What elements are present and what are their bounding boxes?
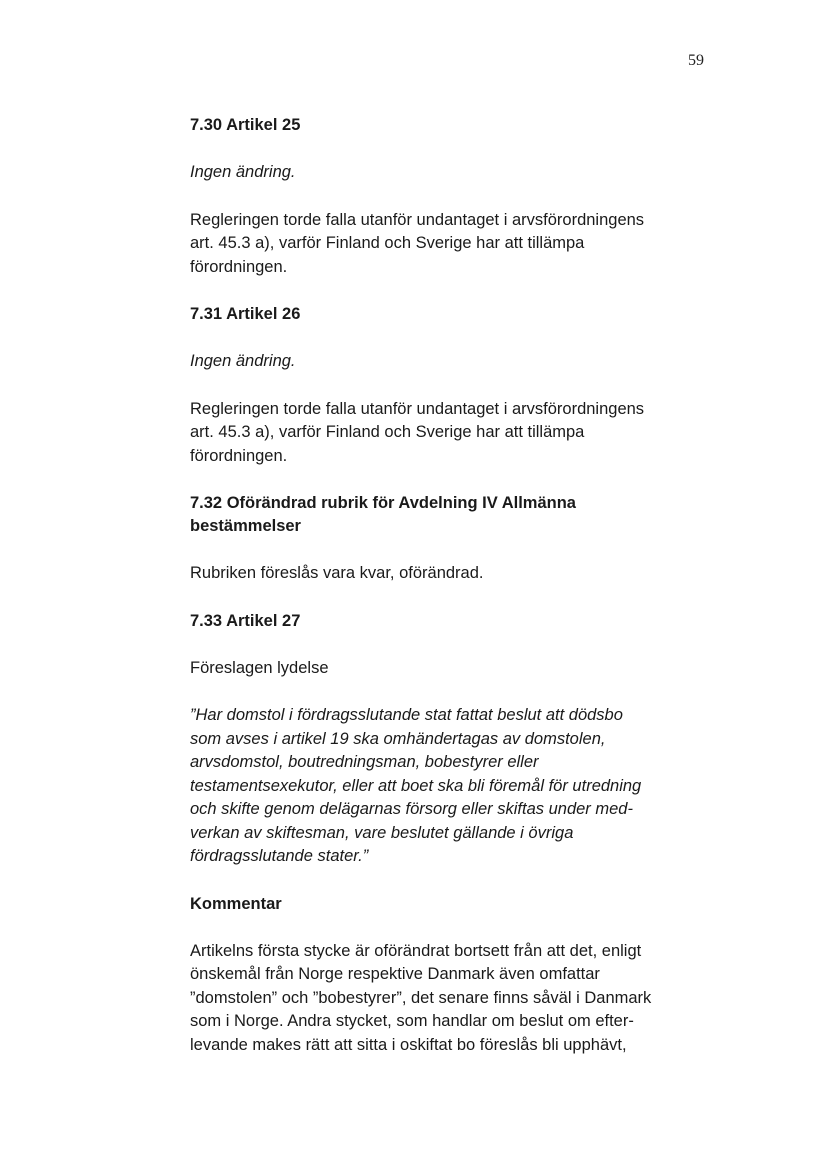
paragraph-line: Regleringen torde falla utanför undantaget i arvsförordningens	[190, 210, 645, 229]
quote-line: ”Har domstol i fördragsslutande stat fattat beslut att dödsbo	[190, 706, 623, 724]
section-status-7-31: Ingen ändring.	[190, 352, 296, 370]
section-intro-7-33: Föreslagen lydelse	[190, 658, 329, 677]
quote-line: fördragsslutande stater.”	[190, 847, 369, 865]
paragraph-line: som i Norge. Andra stycket, som handlar om beslut om efter-	[190, 1012, 634, 1030]
paragraph-line: Artikelns första stycke är oförändrat bortsett från att det, enligt	[190, 941, 642, 960]
section-heading-kommentar: Kommentar	[190, 894, 282, 913]
section-paragraph-7-31	[190, 398, 710, 469]
paragraph-line: önskemål från Norge respektive Danmark även omfattar	[190, 965, 600, 983]
paragraph-line: art. 45.3 a), varför Finland och Sverige har att tillämpa	[190, 423, 585, 441]
document-body	[190, 114, 710, 1057]
paragraph-line: förordningen.	[190, 446, 288, 465]
paragraph-line: Regleringen torde falla utanför undantaget i arvsförordningens	[190, 399, 645, 418]
paragraph-line: levande makes rätt att sitta i oskiftat bo föreslås bli upphävt,	[190, 1035, 627, 1054]
section-paragraph-7-30	[190, 209, 710, 280]
section-heading-7-31: 7.31 Artikel 26	[190, 305, 301, 323]
proposed-text-quote	[190, 704, 710, 869]
section-status-7-30: Ingen ändring.	[190, 163, 296, 181]
paragraph-line: art. 45.3 a), varför Finland och Sverige har att tillämpa	[190, 234, 585, 252]
section-heading-7-32	[190, 492, 710, 538]
kommentar-paragraph	[190, 940, 710, 1058]
section-heading-7-30: 7.30 Artikel 25	[190, 116, 301, 134]
quote-line: arvsdomstol, boutredningsman, bobestyrer eller	[190, 753, 539, 771]
page-number: 59	[688, 52, 704, 69]
heading-line: bestämmelser	[190, 517, 301, 535]
quote-line: och skifte genom delägarnas försorg eller skiftas under med-	[190, 800, 633, 818]
quote-line: testamentsexekutor, eller att boet ska bli föremål för utredning	[190, 776, 642, 795]
quote-line: verkan av skiftesman, vare beslutet gällande i övriga	[190, 823, 574, 842]
heading-line: 7.32 Oförändrad rubrik för Avdelning IV Allmänna	[190, 494, 576, 512]
paragraph-line: förordningen.	[190, 257, 288, 276]
section-paragraph-7-32: Rubriken föreslås vara kvar, oförändrad.	[190, 564, 484, 582]
quote-line: som avses i artikel 19 ska omhändertagas av domstolen,	[190, 729, 606, 748]
paragraph-line: ”domstolen” och ”bobestyrer”, det senare finns såväl i Danmark	[190, 988, 652, 1007]
section-heading-7-33: 7.33 Artikel 27	[190, 611, 301, 630]
